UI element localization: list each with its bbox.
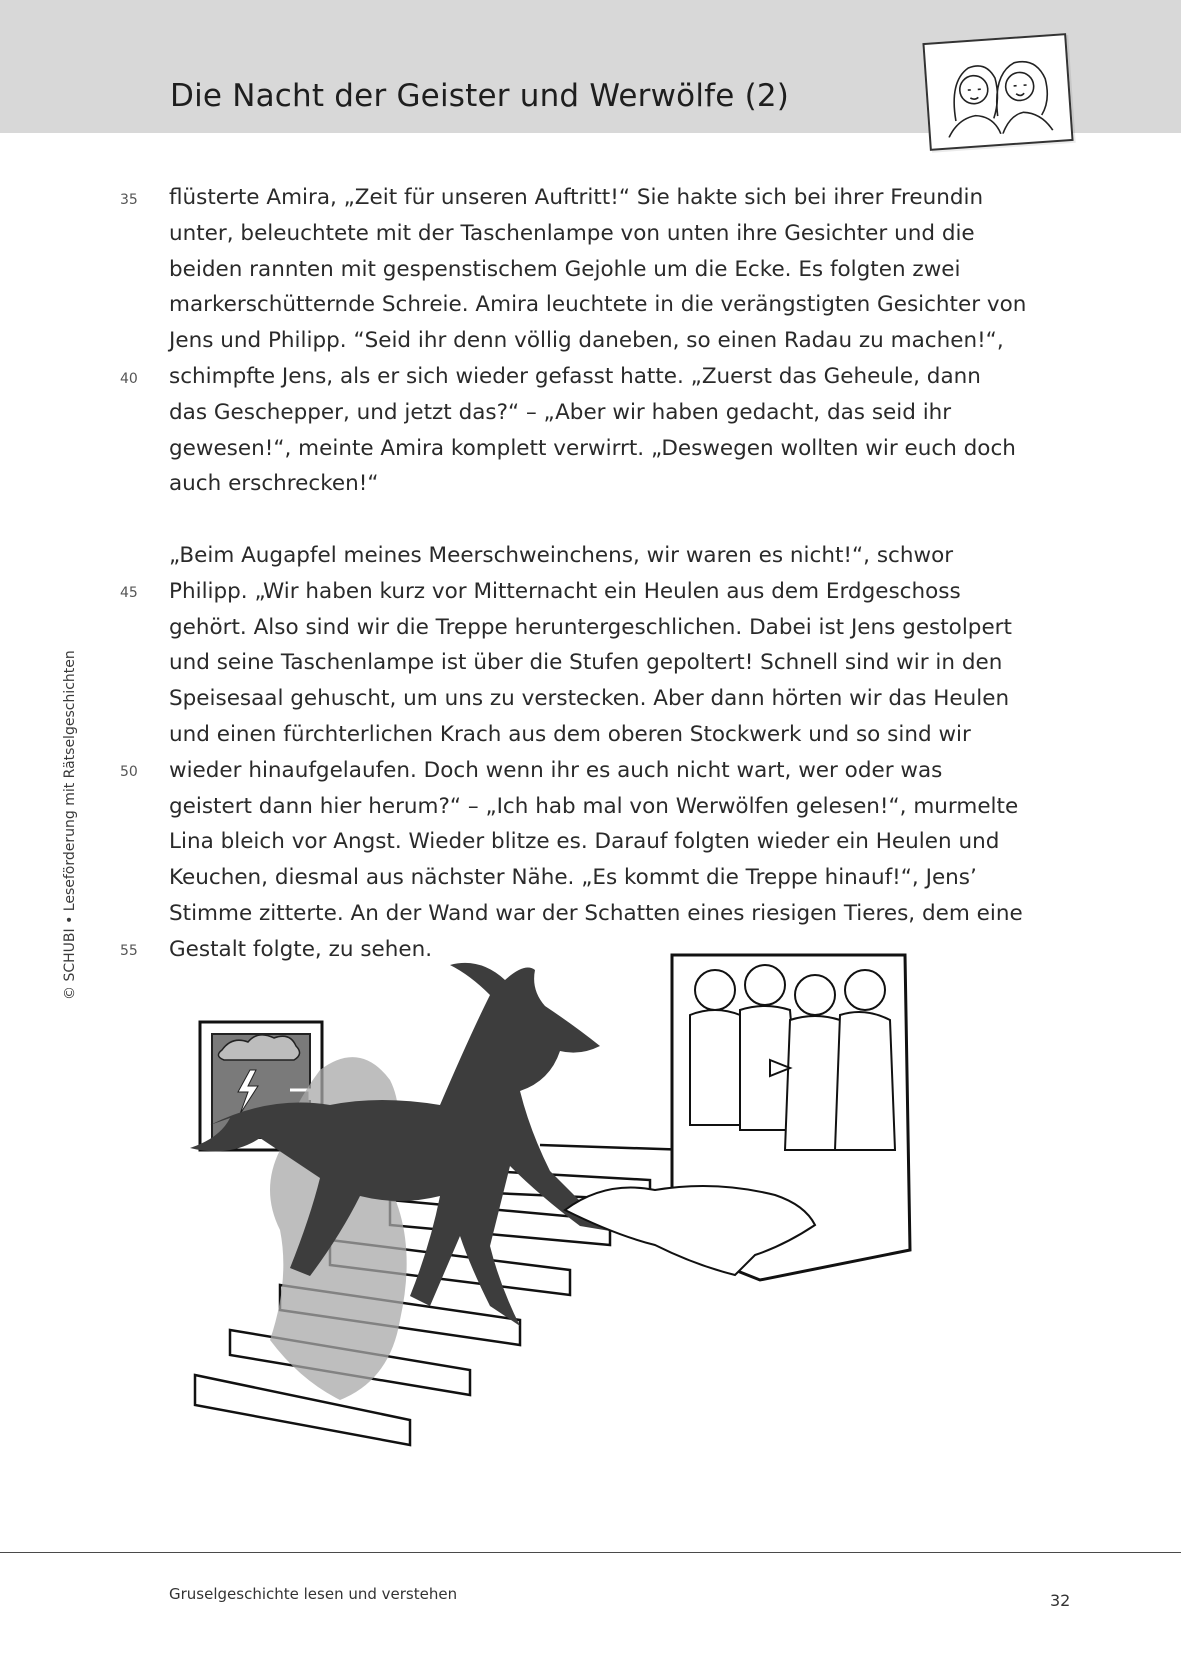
footer-label: Gruselgeschichte lesen und verstehen bbox=[169, 1585, 458, 1603]
story-line: schimpfte Jens, als er sich wieder gefasst hatte. „Zuerst das Geheule, dann bbox=[169, 363, 981, 389]
line-number: 55 bbox=[120, 943, 138, 959]
story-line: Keuchen, diesmal aus nächster Nähe. „Es kommt die Treppe hinauf!“, Jens’ bbox=[169, 865, 977, 891]
story-line: wieder hinaufgelaufen. Doch wenn ihr es auch nicht wart, wer oder was bbox=[169, 757, 943, 783]
story-line: Lina bleich vor Angst. Wieder blitze es. Darauf folgten wieder ein Heulen und bbox=[169, 829, 1000, 855]
story-line: Philipp. „Wir haben kurz vor Mitternacht ein Heulen aus dem Erdgeschoss bbox=[169, 578, 961, 604]
story-line: „Beim Augapfel meines Meerschweinchens, wir waren es nicht!“, schwor bbox=[169, 543, 954, 568]
story-line: geistert dann hier herum?“ – „Ich hab mal von Werwölfen gelesen!“, murmelte bbox=[169, 793, 1019, 819]
story-line: gewesen!“, meinte Amira komplett verwirrt. „Deswegen wollten wir euch doch bbox=[169, 435, 1016, 461]
line-number: 40 bbox=[120, 371, 138, 387]
story-line: unter, beleuchtete mit der Taschenlampe von unten ihre Gesichter und die bbox=[169, 220, 975, 246]
story-line: markerschütternde Schreie. Amira leuchtete in die verängstigten Gesichter von bbox=[169, 292, 1027, 318]
story-line: auch erschrecken!“ bbox=[169, 471, 379, 497]
story-line: Jens und Philipp. “Seid ihr denn völlig daneben, so einen Radau zu machen!“, bbox=[169, 328, 1004, 354]
staircase-werewolf-illustration bbox=[170, 950, 980, 1510]
footer-divider bbox=[0, 1552, 1181, 1553]
page-number: 32 bbox=[1050, 1591, 1071, 1610]
story-line: Stimme zitterte. An der Wand war der Schatten eines riesigen Tieres, dem eine bbox=[169, 900, 1023, 926]
story-paragraph-1 bbox=[169, 180, 1027, 502]
line-number: 35 bbox=[120, 192, 138, 208]
story-line: gehört. Also sind wir die Treppe heruntergeschlichen. Dabei ist Jens gestolpert bbox=[169, 614, 1012, 640]
story-line: beiden rannten mit gespenstischem Gejohle um die Ecke. Es folgten zwei bbox=[169, 256, 961, 282]
two-girls-drawing bbox=[933, 44, 1061, 138]
children-room-drawing bbox=[565, 955, 910, 1280]
story-line: flüsterte Amira, „Zeit für unseren Auftritt!“ Sie hakte sich bei ihrer Freundin bbox=[169, 185, 984, 210]
story-paragraph-2 bbox=[169, 538, 1023, 968]
page-title: Die Nacht der Geister und Werwölfe (2) bbox=[170, 78, 790, 114]
story-line: und seine Taschenlampe ist über die Stufen gepoltert! Schnell sind wir in den bbox=[169, 650, 1003, 676]
line-number: 45 bbox=[120, 585, 138, 601]
line-number: 50 bbox=[120, 764, 138, 780]
sidebar-credit: © SCHUBI • Leseförderung mit Rätselgeschichten bbox=[62, 650, 78, 1000]
story-line: das Geschepper, und jetzt das?“ – „Aber wir haben gedacht, das seid ihr bbox=[169, 399, 952, 425]
story-line: Speisesaal gehuscht, um uns zu verstecken. Aber dann hörten wir das Heulen bbox=[169, 686, 1010, 712]
story-line: Gestalt folgte, zu sehen. bbox=[169, 936, 433, 962]
story-line: und einen fürchterlichen Krach aus dem oberen Stockwerk und so sind wir bbox=[169, 721, 971, 747]
header-portrait-illustration bbox=[922, 33, 1073, 151]
